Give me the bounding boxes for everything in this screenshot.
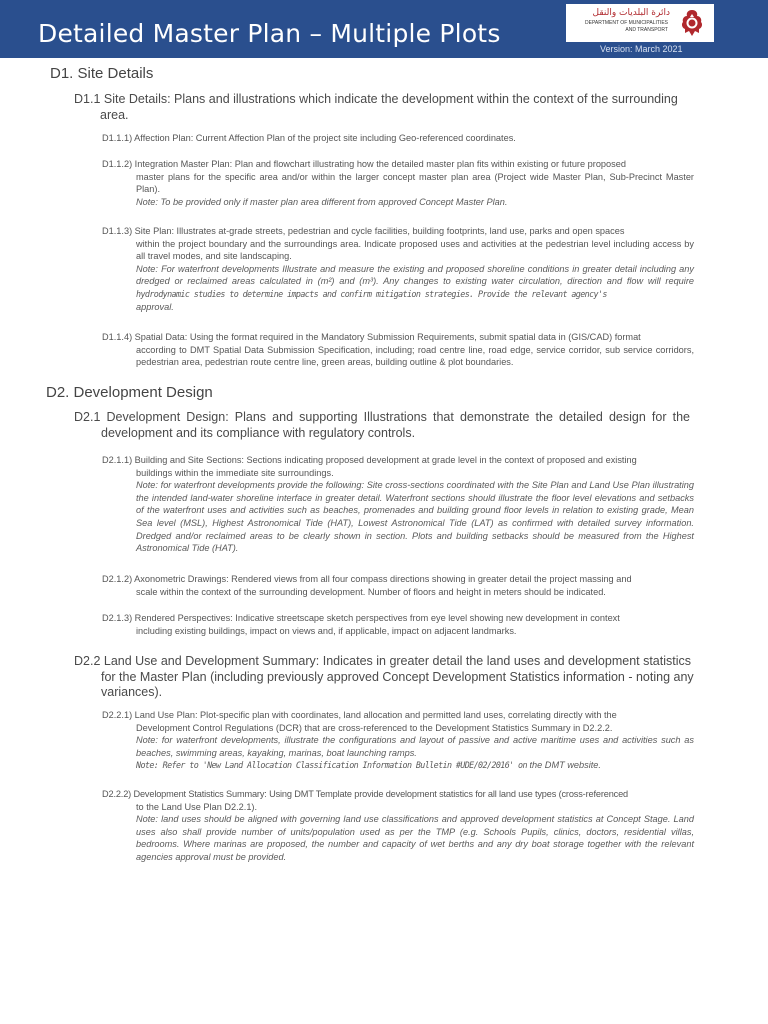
item-note-end: approval. — [136, 301, 174, 312]
item-d1-1-4 — [102, 331, 694, 369]
item-body — [102, 625, 694, 638]
note-text: Note: For waterfront developments Illustrate and measure the existing and proposed shoreline conditions in greater detail including any dredged or reclaimed areas calculated in (m²) and (m³). Any changes to existing water circulation, direction and flow will require — [136, 263, 694, 287]
section-heading-d1: D1. Site Details — [50, 65, 154, 82]
item-body — [102, 722, 694, 772]
item-first-line: D2.2.2) Development Statistics Summary: Using DMT Template provide development statistics for all land use types (cross-referenced — [102, 789, 629, 799]
item-continuation: scale within the context of the surrounding development. Number of floors and height in meters should be indicated. — [136, 586, 606, 597]
item-body — [102, 801, 694, 864]
item-note: Note: To be provided only if master plan area different from approved Concept Master Plan. — [136, 196, 508, 207]
item-first-line: D1.1.4) Spatial Data: Using the format required in the Mandatory Submission Requirements, submit spatial data in (GIS/CAD) format — [102, 332, 641, 342]
note-mono-text: hydrodynamic studies to determine impacts and confirm mitigation strategies. Provide the relevant agency's — [136, 288, 607, 299]
item-continuation: within the project boundary and the surroundings area. Indicate proposed uses and activities at the pedestrian level including access by all travel modes, and site landscaping. — [136, 238, 694, 262]
section-heading-d2: D2. Development Design — [46, 384, 213, 401]
item-first-line: D2.1.3) Rendered Perspectives: Indicative streetscape sketch perspectives from eye level showing new development in context — [102, 613, 620, 623]
page-header — [0, 0, 768, 58]
heading-line: D2.2 Land Use and Development Summary: Indicates in greater detail the land uses and development statistics — [74, 654, 692, 668]
subsection-heading-d2-2 — [74, 654, 694, 701]
department-logo — [566, 4, 714, 42]
logo-line-1: DEPARTMENT OF MUNICIPALITIES — [585, 20, 668, 26]
item-continuation: master plans for the specific area and/or within the larger concept master plan area (Project wide Master Plan, Sub-Precinct Master Plan). — [136, 171, 694, 195]
item-continuation: to the Land Use Plan D2.2.1). — [136, 801, 258, 812]
item-note: Note: for waterfront developments provide the following: Site cross-sections coordinated with the Site Plan and Land Use Plan illustrating the intended land-water shoreline interface in greater detail. Waterfront sections should illustrate the floor level elevations and setbacks of the waterfront uses and activities such as beaches, promenades and building ground floor levels in relation to existing grade, Mean Sea level (MSL), Highest Astronomical Tide (HAT), Lowest Astronomical Tide (LAT) as confirmed with detailed survey information. Dredged and/or reclaimed areas to be clearly shown in section. Plots and building setbacks should be measured from the Highest Astronomical Tide (HAT). — [136, 480, 694, 554]
item-text: D1.1.1) Affection Plan: Current Affection Plan of the project site including Geo-referenced coordinates. — [102, 133, 516, 143]
page-title: Detailed Master Plan – Multiple Plots — [38, 19, 501, 48]
item-d2-2-2 — [102, 788, 694, 864]
item-note-refer — [136, 759, 694, 772]
item-body — [102, 586, 694, 599]
falcon-emblem-icon — [676, 7, 708, 39]
item-continuation: including existing buildings, impact on views and, if applicable, impact on adjacent landmarks. — [136, 625, 517, 636]
item-note — [136, 263, 694, 301]
item-first-line: D1.1.2) Integration Master Plan: Plan and flowchart illustrating how the detailed master plan fits within existing or future proposed — [102, 159, 626, 169]
item-d1-1-1 — [102, 132, 694, 145]
item-first-line: D2.1.1) Building and Site Sections: Sections indicating proposed development at grade level in the context of proposed and existing — [102, 455, 637, 465]
item-first-line: D2.2.1) Land Use Plan: Plot-specific plan with coordinates, land allocation and permitted land uses, correlating directly with the — [102, 710, 617, 720]
item-continuation: according to DMT Spatial Data Submission Specification, including; road centre line, road edge, service corridor, sub service corridors, pedestrian area, pedestrian route centre line, green areas, building outline & plot boundaries. — [136, 344, 694, 368]
item-d2-1-1 — [102, 454, 694, 555]
heading-line: for the Master Plan (including previously approved Concept Development Statistics information - noting any — [101, 669, 694, 684]
item-note: Note: for waterfront developments, illustrate the configurations and layout of passive and active maritime uses and activities such as beaches, swimming areas, kayaking, marinas, boat launching ramps. — [136, 735, 694, 758]
heading-line: variances). — [101, 685, 163, 699]
item-first-line: D1.1.3) Site Plan: Illustrates at-grade streets, pedestrian and cycle facilities, building footprints, land use, parks and open spaces — [102, 226, 625, 236]
subsection-heading-d1-1 — [74, 92, 694, 123]
logo-english-text — [576, 20, 668, 34]
item-note: Note: land uses should be aligned with governing land use classifications and approved development statistics at Concept Stage. Land uses also shall provide number of units/population used as per the TMP (e.g. Schools Pupils, clinics, doctors, residential villas, bedrooms. Where marinas are proposed, the number and capacity of wet berths and any dry boat storage together with the relevant agencies approval must be provided. — [136, 814, 694, 862]
item-d2-1-3 — [102, 612, 694, 637]
logo-line-2: AND TRANSPORT — [625, 27, 668, 33]
item-continuation: buildings within the immediate site surroundings. — [136, 467, 334, 478]
item-d2-2-1 — [102, 709, 694, 772]
heading-line: D1.1 Site Details: Plans and illustrations which indicate the development within the context of the surrounding — [74, 92, 678, 106]
heading-line: D2.1 Development Design: Plans and supporting Illustrations that demonstrate the detailed design for the — [74, 410, 690, 424]
item-d2-1-2 — [102, 573, 694, 598]
item-body — [102, 238, 694, 314]
item-body — [102, 467, 694, 555]
item-continuation: Development Control Regulations (DCR) that are cross-referenced to the Development Statistics Summary in D2.2.2. — [136, 722, 613, 733]
version-label: Version: March 2021 — [600, 44, 683, 54]
item-first-line: D2.1.2) Axonometric Drawings: Rendered views from all four compass directions showing in greater detail the project massing and — [102, 574, 632, 584]
item-body — [102, 171, 694, 209]
heading-line: area. — [100, 107, 129, 122]
subsection-heading-d2-1 — [74, 410, 690, 441]
heading-line: development and its compliance with regulatory controls. — [101, 425, 416, 440]
item-d1-1-3 — [102, 225, 694, 313]
item-body — [102, 344, 694, 369]
logo-arabic-text: دائرة البلديات والنقل — [592, 8, 670, 18]
note-mono-text: Note: Refer to 'New Land Allocation Classification Information Bulletin #UDE/02/2016' on — [136, 760, 527, 771]
note-end-text: the DMT website. — [529, 760, 601, 771]
item-d1-1-2 — [102, 158, 694, 208]
